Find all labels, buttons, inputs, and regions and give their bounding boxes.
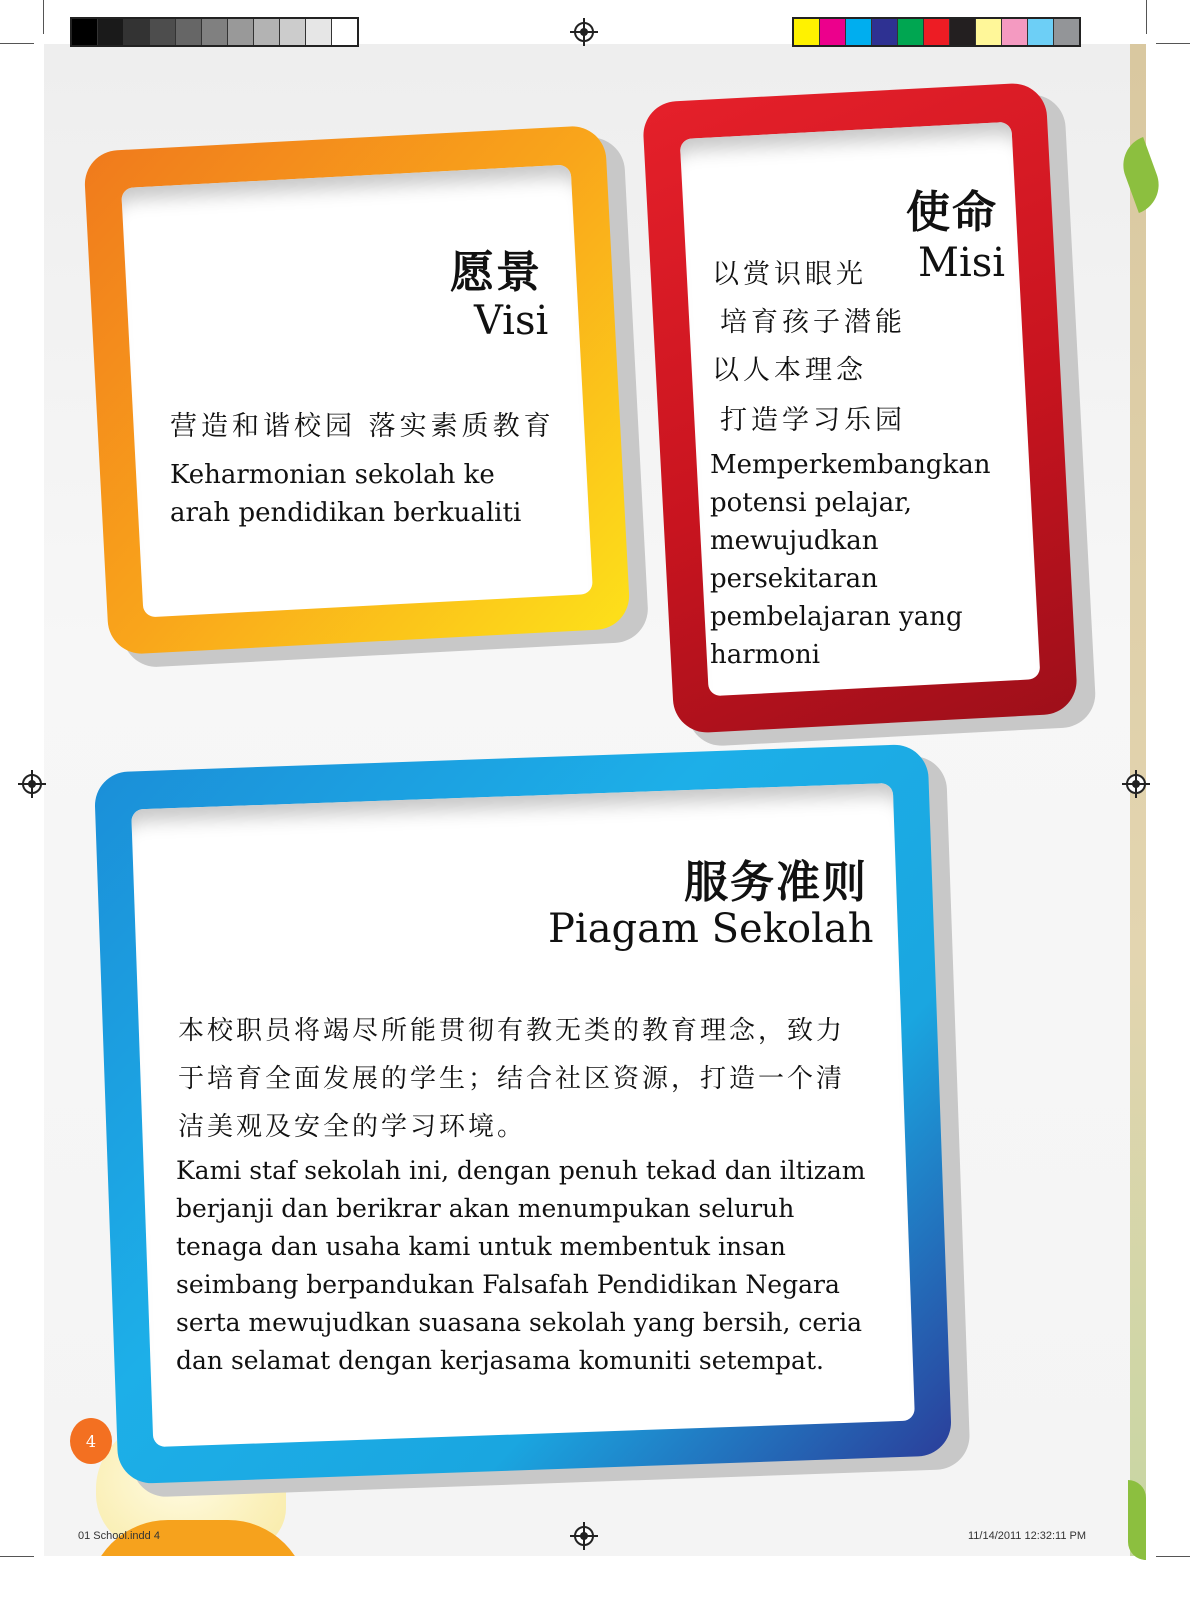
misi-title-zh: 使命 <box>906 187 998 238</box>
registration-mark-icon <box>574 22 594 42</box>
color-swatch <box>950 19 976 45</box>
piagam-line-ms: berjanji dan berikrar akan menumpukan seluruh <box>176 1194 795 1223</box>
color-swatch <box>202 19 228 45</box>
color-swatch <box>898 19 924 45</box>
piagam-line-ms: seimbang berpandukan Falsafah Pendidikan Negara <box>176 1270 840 1299</box>
crop-mark <box>1146 0 1147 34</box>
piagam-line-zh: 于培育全面发展的学生；结合社区资源，打造一个清 <box>178 1064 846 1094</box>
color-swatch <box>794 19 820 45</box>
color-swatch <box>280 19 306 45</box>
registration-mark-icon <box>574 1526 594 1546</box>
visi-title-zh: 愿景 <box>450 247 542 298</box>
visi-text-ms: Keharmonian sekolah ke arah pendidikan berkualiti <box>170 460 522 528</box>
grayscale-color-bar <box>70 17 359 47</box>
color-swatch <box>924 19 950 45</box>
misi-line-ms: Memperkembangkan <box>710 450 991 480</box>
visi-frame <box>83 125 631 656</box>
registration-mark-icon <box>22 774 42 794</box>
registration-mark-icon <box>1126 774 1146 794</box>
color-swatch <box>820 19 846 45</box>
footer-file-name: 01 School.indd 4 <box>78 1530 160 1542</box>
piagam-title-zh: 服务准则 <box>684 857 868 908</box>
color-swatch <box>124 19 150 45</box>
misi-line-ms: potensi pelajar, <box>710 488 913 518</box>
color-swatch <box>150 19 176 45</box>
misi-line-ms: persekitaran <box>710 564 878 594</box>
color-swatch <box>332 19 357 45</box>
footer-timestamp: 11/14/2011 12:32:11 PM <box>968 1530 1087 1542</box>
color-swatch <box>228 19 254 45</box>
piagam-line-zh: 本校职员将竭尽所能贯彻有教无类的教育理念，致力 <box>178 1016 846 1046</box>
color-swatch <box>176 19 202 45</box>
color-swatch <box>72 19 98 45</box>
color-swatch <box>98 19 124 45</box>
misi-line-zh: 打造学习乐园 <box>720 405 906 436</box>
color-swatch <box>872 19 898 45</box>
color-swatch <box>1028 19 1054 45</box>
piagam-title-ms: Piagam Sekolah <box>548 906 874 952</box>
piagam-line-ms: dan selamat dengan kerjasama komuniti setempat. <box>176 1346 824 1375</box>
misi-line-zh: 培育孩子潜能 <box>720 307 906 338</box>
crop-mark <box>0 1556 34 1557</box>
color-swatch <box>1054 19 1079 45</box>
leaf-icon <box>1128 1480 1146 1560</box>
crop-mark <box>1156 1556 1190 1557</box>
piagam-line-ms: Kami staf sekolah ini, dengan penuh tekad dan iltizam <box>176 1156 866 1185</box>
misi-line-zh: 以人本理念 <box>712 355 867 386</box>
process-color-bar <box>792 17 1081 47</box>
piagam-line-ms: tenaga dan usaha kami untuk membentuk insan <box>176 1232 786 1261</box>
color-swatch <box>1002 19 1028 45</box>
misi-line-ms: harmoni <box>710 640 821 670</box>
page-edge-strip <box>1130 44 1146 1556</box>
misi-line-ms: pembelajaran yang <box>710 602 963 632</box>
color-swatch <box>976 19 1002 45</box>
misi-title-ms: Misi <box>918 240 1006 286</box>
misi-line-ms: mewujudkan <box>710 526 879 556</box>
crop-mark <box>0 43 34 44</box>
color-swatch <box>846 19 872 45</box>
crop-mark <box>43 0 44 34</box>
piagam-line-ms: serta mewujudkan suasana sekolah yang bersih, ceria <box>176 1308 863 1337</box>
page-number: 4 <box>70 1418 112 1464</box>
piagam-line-zh: 洁美观及安全的学习环境。 <box>178 1112 527 1142</box>
visi-title-ms: Visi <box>474 298 549 344</box>
misi-line-zh: 以赏识眼光 <box>712 259 867 290</box>
crop-mark <box>1156 43 1190 44</box>
color-swatch <box>254 19 280 45</box>
color-swatch <box>306 19 332 45</box>
visi-text-zh: 营造和谐校园 落实素质教育 <box>170 411 555 442</box>
